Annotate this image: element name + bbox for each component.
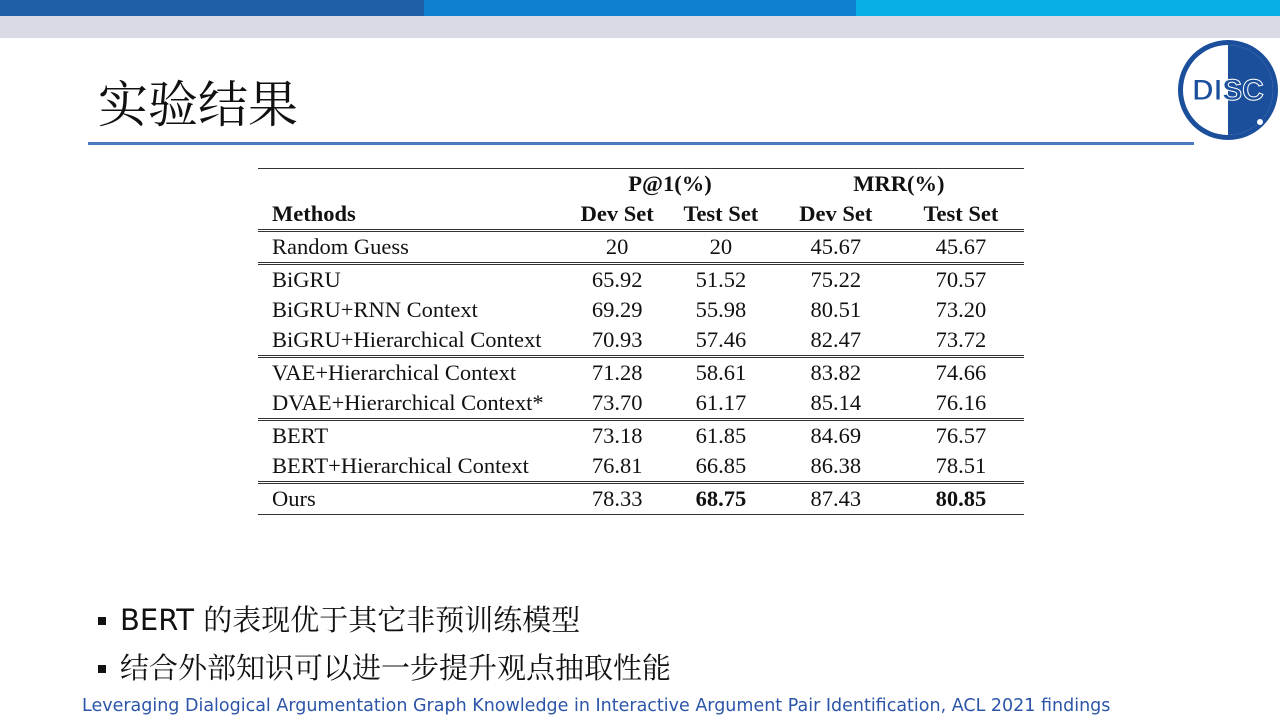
value-cell: 76.81	[591, 453, 643, 478]
bullet-square-icon	[98, 665, 106, 673]
table-row	[258, 231, 1024, 264]
value-cell: 58.61	[668, 357, 774, 389]
value-cell: 45.67	[898, 231, 1024, 264]
table-row	[258, 357, 1024, 389]
column-header: Methods	[272, 201, 356, 226]
method-cell: VAE+Hierarchical Context	[258, 357, 566, 389]
value-cell: 75.22	[774, 264, 898, 296]
slide-title: 实验结果	[98, 76, 298, 134]
table-column-header-row	[258, 199, 1024, 231]
results-table	[258, 168, 1024, 515]
method-cell: BERT+Hierarchical Context	[272, 453, 529, 478]
method-cell: BiGRU+Hierarchical Context	[272, 327, 542, 352]
value-cell: 73.18	[566, 420, 668, 452]
group-header-p1: P@1(%)	[566, 169, 773, 200]
value-cell: 76.57	[898, 420, 1024, 452]
value-cell: 83.82	[774, 357, 898, 389]
table-row	[258, 325, 1024, 357]
banner-segment-dark	[0, 0, 424, 16]
value-cell: 84.69	[774, 420, 898, 452]
value-cell: 61.85	[668, 420, 774, 452]
bullet-list	[98, 596, 671, 692]
value-cell-best: 80.85	[898, 483, 1024, 515]
value-cell: 61.17	[695, 390, 747, 415]
banner-segment-mid	[424, 0, 856, 16]
title-underline	[88, 142, 1194, 145]
bullet-text: BERT 的表现优于其它非预训练模型	[120, 603, 581, 637]
table-row-ours	[258, 483, 1024, 515]
value-cell: 69.29	[591, 297, 643, 322]
value-cell: 71.28	[566, 357, 668, 389]
disc-logo	[1176, 38, 1280, 142]
value-cell: 78.33	[566, 483, 668, 515]
table-row	[258, 388, 1024, 420]
table-row	[258, 451, 1024, 483]
value-cell: 65.92	[566, 264, 668, 296]
value-cell: 76.16	[935, 390, 987, 415]
banner-segment-light	[856, 0, 1280, 16]
citation-footer: Leveraging Dialogical Argumentation Graph Knowledge in Interactive Argument Pair Identification, ACL 2021 findings	[82, 696, 1111, 716]
value-cell: 20	[668, 231, 774, 264]
value-cell: 66.85	[695, 453, 747, 478]
method-cell: Random Guess	[258, 231, 566, 264]
method-cell: BERT	[258, 420, 566, 452]
method-cell: BiGRU	[258, 264, 566, 296]
bullet-square-icon	[98, 617, 106, 625]
value-cell: 70.57	[898, 264, 1024, 296]
value-cell: 85.14	[810, 390, 862, 415]
value-cell: 73.72	[935, 327, 987, 352]
column-header: Dev Set	[799, 201, 873, 226]
value-cell: 55.98	[695, 297, 747, 322]
value-cell: 82.47	[810, 327, 862, 352]
method-cell: Ours	[258, 483, 566, 515]
top-banner	[0, 0, 1280, 38]
value-cell: 80.51	[810, 297, 862, 322]
bullet-text: 结合外部知识可以进一步提升观点抽取性能	[120, 651, 672, 685]
group-header-mrr: MRR(%)	[774, 169, 1024, 200]
method-cell: BiGRU+RNN Context	[272, 297, 478, 322]
value-cell: 70.93	[591, 327, 643, 352]
table-row	[258, 295, 1024, 325]
column-header: Dev Set	[580, 201, 654, 226]
column-header: Test Set	[923, 201, 999, 226]
bullet-item	[98, 644, 671, 692]
disc-logo-text: DISC	[1192, 74, 1264, 107]
column-header: Test Set	[683, 201, 759, 226]
value-cell: 73.20	[935, 297, 987, 322]
value-cell: 51.52	[668, 264, 774, 296]
value-cell: 74.66	[898, 357, 1024, 389]
table-row	[258, 264, 1024, 296]
value-cell: 78.51	[935, 453, 987, 478]
value-cell-best: 68.75	[668, 483, 774, 515]
value-cell: 45.67	[774, 231, 898, 264]
value-cell: 20	[566, 231, 668, 264]
bullet-item	[98, 596, 671, 644]
table-group-header-row	[258, 169, 1024, 200]
value-cell: 87.43	[774, 483, 898, 515]
method-cell: DVAE+Hierarchical Context*	[272, 390, 544, 415]
value-cell: 73.70	[591, 390, 643, 415]
value-cell: 57.46	[695, 327, 747, 352]
table-row	[258, 420, 1024, 452]
value-cell: 86.38	[810, 453, 862, 478]
